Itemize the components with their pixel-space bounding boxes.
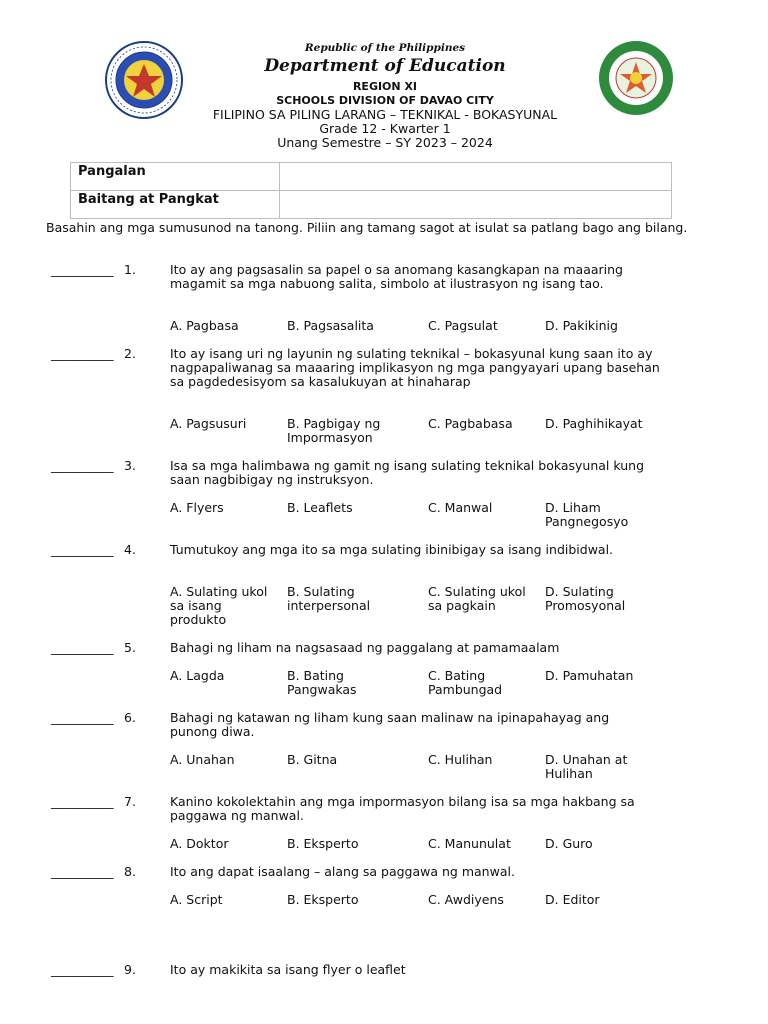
option-c: C. Awdiyens bbox=[428, 892, 504, 907]
option-d: D. Pamuhatan bbox=[545, 668, 634, 683]
question-text: Bahagi ng katawan ng liham kung saan malinaw na ipinapahayag ang punong diwa. bbox=[170, 710, 610, 739]
option-b: B. Eksperto bbox=[287, 892, 359, 907]
semester-line: Unang Semestre – SY 2023 – 2024 bbox=[277, 135, 493, 150]
question-number: 6. bbox=[124, 710, 136, 725]
question-number: 2. bbox=[124, 346, 136, 361]
answer-blank[interactable]: __________ bbox=[51, 262, 114, 277]
answer-blank[interactable]: __________ bbox=[51, 962, 114, 977]
option-a: A. Flyers bbox=[170, 500, 224, 515]
question-number: 7. bbox=[124, 794, 136, 809]
option-a: A. Pagbasa bbox=[170, 318, 239, 333]
option-d: D. Pakikinig bbox=[545, 318, 618, 333]
instructions: Basahin ang mga sumusunod na tanong. Piliin ang tamang sagot at isulat sa patlang bago ang bilang. bbox=[46, 220, 688, 235]
option-b: B. Sulating interpersonal bbox=[287, 584, 371, 613]
question-text: Ito ay isang uri ng layunin ng sulating teknikal – bokasyunal kung saan ito ay nagpapaliwanag sa maaaring implikasyon ng mga pangyayari upang basehan sa pagdedesisyom sa kasalukuyan at hinaharap bbox=[170, 346, 660, 389]
answer-blank[interactable]: __________ bbox=[51, 458, 114, 473]
division-line: SCHOOLS DIVISION OF DAVAO CITY bbox=[276, 94, 494, 107]
question-number: 5. bbox=[124, 640, 136, 655]
department-title: Department of Education bbox=[264, 56, 506, 76]
answer-blank[interactable]: __________ bbox=[51, 710, 114, 725]
question-number: 8. bbox=[124, 864, 136, 879]
option-c: C. Pagsulat bbox=[428, 318, 498, 333]
davao-division-seal-icon bbox=[598, 40, 674, 116]
question-number: 9. bbox=[124, 962, 136, 977]
option-c: C. Hulihan bbox=[428, 752, 493, 767]
subject-line: FILIPINO SA PILING LARANG – TEKNIKAL - BOKASYUNAL bbox=[212, 107, 558, 122]
option-b: B. Bating Pangwakas bbox=[287, 668, 357, 697]
option-d: D. Guro bbox=[545, 836, 593, 851]
name-field[interactable] bbox=[280, 163, 672, 191]
answer-blank[interactable]: __________ bbox=[51, 864, 114, 879]
option-a: A. Unahan bbox=[170, 752, 235, 767]
option-b: B. Eksperto bbox=[287, 836, 359, 851]
republic-line: Republic of the Philippines bbox=[304, 42, 466, 54]
option-d: D. Paghihikayat bbox=[545, 416, 643, 431]
question-number: 1. bbox=[124, 262, 136, 277]
name-label: Pangalan bbox=[71, 163, 280, 191]
question-text: Ito ang dapat isaalang – alang sa paggawa ng manwal. bbox=[170, 864, 515, 879]
question-text: Isa sa mga halimbawa ng gamit ng isang sulating teknikal bokasyunal kung saan nagbibigay ng instruksyon. bbox=[170, 458, 645, 487]
option-d: D. Liham Pangnegosyo bbox=[545, 500, 629, 529]
question-text: Tumutukoy ang mga ito sa mga sulating ibinibigay sa isang indibidwal. bbox=[170, 542, 614, 557]
question-text: Kanino kokolektahin ang mga impormasyon bilang isa sa mga hakbang sa paggawa ng manwal. bbox=[170, 794, 635, 823]
grade-section-row bbox=[71, 191, 672, 219]
answer-blank[interactable]: __________ bbox=[51, 640, 114, 655]
document-header bbox=[0, 40, 768, 150]
question-number: 3. bbox=[124, 458, 136, 473]
option-a: A. Pagsusuri bbox=[170, 416, 247, 431]
question-text: Ito ay makikita sa isang flyer o leaflet bbox=[170, 962, 406, 977]
answer-blank[interactable]: __________ bbox=[51, 542, 114, 557]
grade-section-label: Baitang at Pangkat bbox=[71, 191, 280, 219]
answer-blank[interactable]: __________ bbox=[51, 346, 114, 361]
option-d: D. Editor bbox=[545, 892, 600, 907]
option-d: D. Unahan at Hulihan bbox=[545, 752, 628, 781]
option-c: C. Sulating ukol sa pagkain bbox=[428, 584, 526, 613]
answer-blank[interactable]: __________ bbox=[51, 794, 114, 809]
region-line: REGION XI bbox=[352, 80, 418, 93]
option-a: A. Script bbox=[170, 892, 223, 907]
option-a: A. Sulating ukol sa isang produkto bbox=[170, 584, 268, 627]
option-c: C. Bating Pambungad bbox=[428, 668, 503, 697]
option-c: C. Manunulat bbox=[428, 836, 511, 851]
option-a: A. Doktor bbox=[170, 836, 229, 851]
option-b: B. Pagsasalita bbox=[287, 318, 374, 333]
option-c: C. Manwal bbox=[428, 500, 493, 515]
option-a: A. Lagda bbox=[170, 668, 225, 683]
grade-line: Grade 12 - Kwarter 1 bbox=[319, 121, 451, 136]
question-text: Ito ay ang pagsasalin sa papel o sa anomang kasangkapan na maaaring magamit sa mga nabuong salita, simbolo at ilustrasyon ng isang tao. bbox=[170, 262, 623, 291]
name-row bbox=[71, 163, 672, 191]
question-number: 4. bbox=[124, 542, 136, 557]
option-b: B. Pagbigay ng Impormasyon bbox=[287, 416, 381, 445]
option-b: B. Leaflets bbox=[287, 500, 353, 515]
option-b: B. Gitna bbox=[287, 752, 338, 767]
question-text: Bahagi ng liham na nagsasaad ng paggalang at pamamaalam bbox=[170, 640, 560, 655]
option-c: C. Pagbabasa bbox=[428, 416, 513, 431]
grade-section-field[interactable] bbox=[280, 191, 672, 219]
option-d: D. Sulating Promosyonal bbox=[545, 584, 626, 613]
student-info-table bbox=[70, 162, 672, 219]
